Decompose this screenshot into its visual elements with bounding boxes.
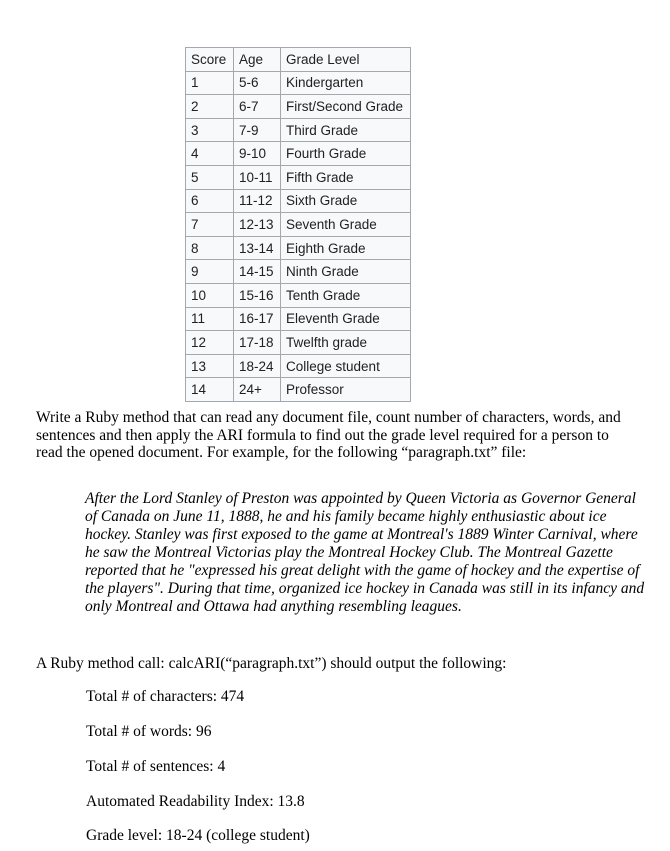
output-sentences: Total # of sentences: 4 xyxy=(86,758,226,775)
grade-cell: Fourth Grade xyxy=(281,142,411,166)
grade-cell: Kindergarten xyxy=(281,71,411,95)
grade-cell: Fifth Grade xyxy=(281,165,411,189)
table-row xyxy=(186,71,411,95)
output-ari: Automated Readability Index: 13.8 xyxy=(86,793,305,810)
header-score: Score xyxy=(186,48,234,72)
output-grade-level: Grade level: 18-24 (college student) xyxy=(86,827,310,844)
grade-cell: Eighth Grade xyxy=(281,236,411,260)
table-row xyxy=(186,213,411,237)
age-cell: 15-16 xyxy=(234,283,281,307)
score-cell: 5 xyxy=(186,165,234,189)
age-cell: 24+ xyxy=(234,378,281,402)
age-cell: 12-13 xyxy=(234,213,281,237)
age-cell: 11-12 xyxy=(234,189,281,213)
score-cell: 7 xyxy=(186,213,234,237)
table-row xyxy=(186,236,411,260)
table-row xyxy=(186,260,411,284)
table-row xyxy=(186,95,411,119)
table-row xyxy=(186,118,411,142)
table-row xyxy=(186,189,411,213)
grade-cell: Tenth Grade xyxy=(281,283,411,307)
header-age: Age xyxy=(234,48,281,72)
table-row xyxy=(186,165,411,189)
age-cell: 18-24 xyxy=(234,354,281,378)
ari-grade-table xyxy=(185,47,411,402)
grade-cell: Professor xyxy=(281,378,411,402)
table-row xyxy=(186,354,411,378)
age-cell: 9-10 xyxy=(234,142,281,166)
output-words: Total # of words: 96 xyxy=(86,723,212,740)
table-row xyxy=(186,331,411,355)
age-cell: 10-11 xyxy=(234,165,281,189)
score-cell: 4 xyxy=(186,142,234,166)
score-cell: 14 xyxy=(186,378,234,402)
method-call-text: A Ruby method call: calcARI(“paragraph.txt”) should output the following: xyxy=(36,655,507,672)
grade-cell: First/Second Grade xyxy=(281,95,411,119)
score-cell: 10 xyxy=(186,283,234,307)
age-cell: 17-18 xyxy=(234,331,281,355)
age-cell: 13-14 xyxy=(234,236,281,260)
table-row xyxy=(186,142,411,166)
grade-cell: Ninth Grade xyxy=(281,260,411,284)
score-cell: 2 xyxy=(186,95,234,119)
score-cell: 9 xyxy=(186,260,234,284)
table-header-row xyxy=(186,48,411,72)
score-cell: 13 xyxy=(186,354,234,378)
score-cell: 6 xyxy=(186,189,234,213)
score-cell: 3 xyxy=(186,118,234,142)
score-cell: 12 xyxy=(186,331,234,355)
grade-cell: Twelfth grade xyxy=(281,331,411,355)
age-cell: 5-6 xyxy=(234,71,281,95)
score-cell: 8 xyxy=(186,236,234,260)
instructions-text: Write a Ruby method that can read any document file, count number of characters, words, and sentences and then apply the ARI formula to find out the grade level required for a person to read the opened document. For example, for the following “paragraph.txt” file: xyxy=(36,409,621,461)
age-cell: 6-7 xyxy=(234,95,281,119)
grade-cell: Sixth Grade xyxy=(281,189,411,213)
age-cell: 16-17 xyxy=(234,307,281,331)
grade-cell: Seventh Grade xyxy=(281,213,411,237)
score-cell: 1 xyxy=(186,71,234,95)
header-grade-level: Grade Level xyxy=(281,48,411,72)
age-cell: 14-15 xyxy=(234,260,281,284)
table-row xyxy=(186,283,411,307)
age-cell: 7-9 xyxy=(234,118,281,142)
example-paragraph: After the Lord Stanley of Preston was appointed by Queen Victoria as Governor General of Canada on June 11, 1888, he and his family became highly enthusiastic about ice hockey. Stanley was first exposed to the game at Montreal's 1889 Winter Carnival, where he saw the Montreal Victorias play the Montreal Hockey Club. The Montreal Gazette reported that he "expressed his great delight with the game of hockey and the expertise of the players". During that time, organized ice hockey in Canada was still in its infancy and only Montreal and Ottawa had anything resembling leagues. xyxy=(85,490,645,615)
grade-cell: Eleventh Grade xyxy=(281,307,411,331)
output-characters: Total # of characters: 474 xyxy=(86,688,245,705)
table-row xyxy=(186,378,411,402)
grade-cell: Third Grade xyxy=(281,118,411,142)
score-cell: 11 xyxy=(186,307,234,331)
table-row xyxy=(186,307,411,331)
grade-cell: College student xyxy=(281,354,411,378)
